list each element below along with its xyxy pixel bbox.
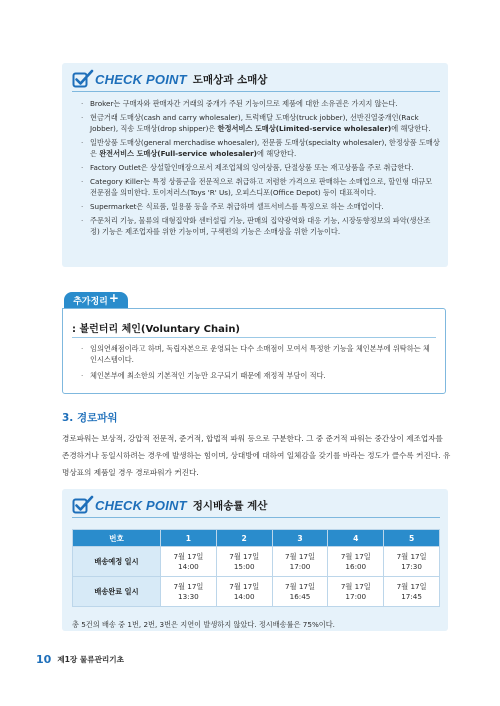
table-header: 4 (328, 530, 384, 547)
list-item: · 체인본부에 최소한의 기본적인 기능만 요구되기 때문에 재정적 부담이 적다. (80, 370, 436, 381)
check-point-badge: CHECK POINT (95, 497, 187, 513)
table-cell: 7월 17일 17:00 (328, 577, 384, 607)
check-point-header (72, 68, 267, 90)
table-header: 5 (384, 530, 440, 547)
list-item: · 임의연쇄점이라고 하며, 독립자본으로 운영되는 다수 소매점이 모여서 특정한 기능을 체인본부에 위탁하는 체인시스템이다. (80, 343, 436, 365)
divider (72, 517, 440, 518)
table-cell: 7월 17일 16:45 (272, 577, 328, 607)
table-cell: 7월 17일 15:00 (216, 547, 272, 577)
table-cell: 7월 17일 14:00 (216, 577, 272, 607)
table-cell: 7월 17일 17:00 (272, 547, 328, 577)
table-header: 2 (216, 530, 272, 547)
row-label: 배송예정 일시 (73, 547, 161, 577)
addition-title: : 볼런터리 체인(Voluntary Chain) (72, 324, 241, 335)
page-number: 10 (36, 653, 52, 666)
table-cell: 7월 17일 13:30 (161, 577, 217, 607)
addition-list (80, 343, 436, 386)
page-footer (36, 653, 124, 666)
list-item: · 주문처리 기능, 물류의 대형집약화 센터설립 기능, 판매의 집약광역화 대응 기능, 시장동향정보의 파악(생산조정) 기능은 제조업자를 위한 기능이며, 구색편의 기능은 소매상을 위한 기능이다. (80, 215, 440, 237)
table-cell: 7월 17일 16:00 (328, 547, 384, 577)
check-point-badge: CHECK POINT (95, 71, 187, 87)
table-row (73, 577, 440, 607)
list-item: · Factory Outlet은 상설할인매장으로서 제조업체의 잉여상품, 단절상품 또는 재고상품을 주로 취급한다. (80, 162, 440, 173)
divider (72, 91, 440, 92)
list-item: · 일반상품 도매상(general merchadise whoesaler), 전문품 도매상(specialty wholesaler), 한정상품 도매상은 완전서비스 도매상(Full-service wholesaler)에 해당한다. (80, 137, 440, 159)
list-item: · Category Killer는 특정 상품군을 전문적으로 취급하고 저렴한 가격으로 판매하는 소매업으로, 할인형 대규모 전문점을 의미한다. 토이저러스(Toys 'R' Us), 오피스디포(Office Depot) 등이 대표적이다. (80, 176, 440, 198)
list-item: · Broker는 구매자와 판매자간 거래의 중개가 주된 기능이므로 제품에 대한 소유권은 가지지 않는다. (80, 98, 440, 109)
delivery-table (72, 529, 440, 607)
list-item: · 현금거래 도매상(cash and carry wholesaler), 트럭배달 도매상(truck jobber), 선반진열중개인(Rack Jobber), 직송 도매상(drop shipper)은 한정서비스 도매상(Limited-service wholesaler)에 해당한다. (80, 112, 440, 134)
check-point-title: 정시배송률 계산 (192, 499, 268, 512)
checkbox-icon (72, 69, 94, 89)
check-point-title: 도매상과 소매상 (192, 73, 268, 86)
check-point-header (72, 494, 267, 516)
table-header: 3 (272, 530, 328, 547)
plus-icon: + (108, 291, 119, 305)
chapter-title: 제1장 물류관리기초 (57, 655, 124, 664)
table-cell: 7월 17일 17:45 (384, 577, 440, 607)
check-point-list (80, 98, 440, 240)
section-paragraph: 경로파워는 보상적, 강압적 전문적, 준거적, 합법적 파워 등으로 구분한다. 그 중 준거적 파워는 중간상이 제조업자를 존경하거나 동일시하려는 경우에 발생하는 힘이며, 상대방에 대하여 일체감을 갖기를 바라는 정도가 클수록 커진다. 유명상표의 제품일 경우 경로파워가 커진다. (62, 434, 451, 477)
table-header: 번호 (73, 530, 161, 547)
addition-tab (64, 292, 128, 308)
section-heading: 3. 경로파워 (62, 412, 118, 424)
addition-tab-label: 추가정리 (73, 296, 108, 307)
table-cell: 7월 17일 17:30 (384, 547, 440, 577)
table-cell: 7월 17일 14:00 (161, 547, 217, 577)
checkbox-icon (72, 495, 94, 515)
row-label: 배송완료 일시 (73, 577, 161, 607)
table-header-row (73, 530, 440, 547)
divider (72, 337, 436, 338)
table-header: 1 (161, 530, 217, 547)
table-note: 총 5건의 배송 중 1번, 2번, 3번은 지연이 발생하지 않았다. 정시배송률은 75%이다. (72, 620, 335, 629)
table-row (73, 547, 440, 577)
list-item: · Supermarket은 식료품, 일용품 등을 주로 취급하며 셀프서비스를 특징으로 하는 소매업이다. (80, 201, 440, 212)
